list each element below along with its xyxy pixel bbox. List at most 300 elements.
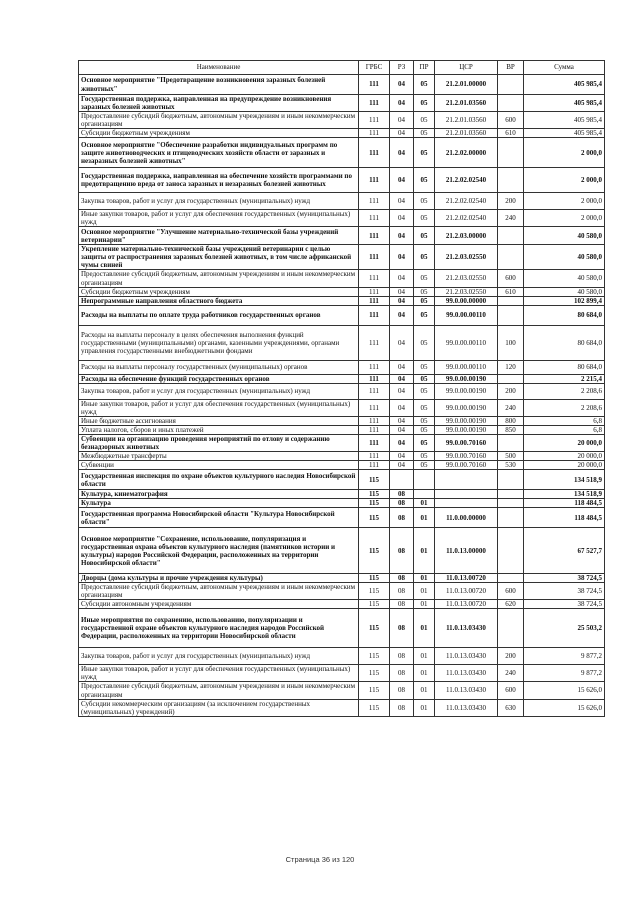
cell-csr: 99.0.00.00190: [435, 374, 498, 383]
cell-grbs: 115: [359, 682, 390, 699]
cell-grbs: 115: [359, 609, 390, 648]
cell-grbs: 111: [359, 296, 390, 305]
cell-grbs: 111: [359, 305, 390, 325]
cell-vr: 120: [498, 360, 524, 374]
cell-vr: 600: [498, 112, 524, 129]
table-row: [79, 75, 605, 95]
cell-rz: 04: [390, 461, 414, 470]
table-row: [79, 360, 605, 374]
cell-vr: [498, 374, 524, 383]
cell-pr: 05: [414, 451, 435, 460]
cell-pr: 01: [414, 600, 435, 609]
cell-pr: [414, 490, 435, 499]
cell-sum: 40 580,0: [524, 287, 605, 296]
cell-csr: 11.0.13.03430: [435, 682, 498, 699]
table-row: [79, 383, 605, 399]
cell-pr: 05: [414, 360, 435, 374]
cell-sum: 118 484,5: [524, 508, 605, 528]
cell-sum: 2 000,0: [524, 193, 605, 210]
cell-vr: [498, 296, 524, 305]
table-row: [79, 305, 605, 325]
cell-grbs: 115: [359, 600, 390, 609]
cell-pr: 05: [414, 434, 435, 451]
cell-grbs: 111: [359, 75, 390, 95]
cell-rz: 08: [390, 583, 414, 600]
cell-grbs: 115: [359, 490, 390, 499]
cell-name: Субвенции на организацию проведения мероприятий по отлову и содержанию безнадзорных животных: [79, 434, 359, 451]
cell-grbs: 111: [359, 374, 390, 383]
cell-csr: 11.0.13.00720: [435, 574, 498, 583]
cell-grbs: 111: [359, 416, 390, 425]
cell-name: Иные бюджетные ассигнования: [79, 416, 359, 425]
cell-csr: 99.0.00.70160: [435, 451, 498, 460]
cell-csr: 21.2.01.03560: [435, 95, 498, 112]
cell-sum: 2 208,6: [524, 399, 605, 416]
cell-sum: 134 518,9: [524, 490, 605, 499]
table-row: [79, 95, 605, 112]
table-row: [79, 399, 605, 416]
cell-pr: 01: [414, 648, 435, 665]
cell-csr: 21.2.01.03560: [435, 112, 498, 129]
cell-vr: 240: [498, 210, 524, 227]
header-csr: ЦСР: [435, 61, 498, 75]
cell-csr: 99.0.00.70160: [435, 434, 498, 451]
cell-pr: 01: [414, 699, 435, 716]
table-row: [79, 699, 605, 716]
cell-pr: 05: [414, 95, 435, 112]
cell-csr: 21.2.03.02550: [435, 287, 498, 296]
cell-name: Расходы на обеспечение функций государственных органов: [79, 374, 359, 383]
cell-name: Межбюджетные трансферты: [79, 451, 359, 460]
cell-vr: 610: [498, 287, 524, 296]
cell-vr: 100: [498, 325, 524, 360]
table-row: [79, 600, 605, 609]
cell-pr: 05: [414, 383, 435, 399]
cell-sum: 6,8: [524, 416, 605, 425]
cell-rz: 08: [390, 648, 414, 665]
cell-csr: 11.0.00.00000: [435, 508, 498, 528]
cell-rz: 04: [390, 227, 414, 245]
page-number: Страница 36 из 120: [285, 855, 355, 864]
cell-vr: [498, 138, 524, 168]
cell-csr: 11.0.13.03430: [435, 665, 498, 682]
table-row: [79, 508, 605, 528]
cell-rz: 04: [390, 287, 414, 296]
cell-grbs: 111: [359, 425, 390, 434]
cell-rz: 08: [390, 609, 414, 648]
cell-sum: 405 985,4: [524, 75, 605, 95]
cell-vr: [498, 168, 524, 193]
cell-sum: 9 877,2: [524, 648, 605, 665]
cell-csr: 99.0.00.00190: [435, 425, 498, 434]
cell-rz: 04: [390, 451, 414, 460]
cell-csr: 11.0.13.03430: [435, 699, 498, 716]
cell-grbs: 115: [359, 470, 390, 490]
cell-pr: 05: [414, 287, 435, 296]
table-row: [79, 665, 605, 682]
cell-rz: 04: [390, 416, 414, 425]
cell-sum: 102 899,4: [524, 296, 605, 305]
cell-pr: 05: [414, 270, 435, 287]
header-sum: Сумма: [524, 61, 605, 75]
cell-grbs: 115: [359, 648, 390, 665]
cell-name: Государственная инспекция по охране объектов культурного наследия Новосибирской области: [79, 470, 359, 490]
cell-name: Субсидии бюджетным учреждениям: [79, 129, 359, 138]
cell-rz: 08: [390, 699, 414, 716]
cell-csr: 21.2.02.02540: [435, 193, 498, 210]
cell-grbs: 115: [359, 528, 390, 574]
cell-grbs: 111: [359, 245, 390, 270]
cell-vr: [498, 305, 524, 325]
cell-sum: 80 684,0: [524, 305, 605, 325]
cell-csr: 11.0.13.00720: [435, 600, 498, 609]
cell-vr: 200: [498, 383, 524, 399]
cell-name: Субсидии автономным учреждениям: [79, 600, 359, 609]
cell-rz: 08: [390, 574, 414, 583]
cell-name: Иные закупки товаров, работ и услуг для обеспечения государственных (муниципальных) нужд: [79, 399, 359, 416]
cell-rz: 04: [390, 112, 414, 129]
cell-name: Иные мероприятия по сохранению, использованию, популяризации и государственной охране объектов культурного наследия народов Российской Федерации, расположенных на территории Новосибирской области: [79, 609, 359, 648]
cell-name: Основное мероприятие "Улучшение материально-технической базы учреждений ветеринарии": [79, 227, 359, 245]
cell-sum: 20 000,0: [524, 451, 605, 460]
table-row: [79, 296, 605, 305]
cell-name: Предоставление субсидий бюджетным, автономным учреждениям и иным некоммерческим организациям: [79, 112, 359, 129]
table-header: [79, 61, 605, 75]
cell-name: Государственная программа Новосибирской области "Культура Новосибирской области": [79, 508, 359, 528]
cell-grbs: 111: [359, 227, 390, 245]
cell-pr: 05: [414, 112, 435, 129]
cell-name: Основное мероприятие "Предотвращение возникновения заразных болезней животных": [79, 75, 359, 95]
cell-pr: 05: [414, 227, 435, 245]
cell-pr: 05: [414, 325, 435, 360]
cell-vr: [498, 508, 524, 528]
header-name: Наименование: [79, 61, 359, 75]
table-row: [79, 470, 605, 490]
cell-pr: 05: [414, 129, 435, 138]
cell-name: Культура, кинематография: [79, 490, 359, 499]
table-row: [79, 682, 605, 699]
cell-csr: 21.2.02.02540: [435, 168, 498, 193]
cell-sum: 38 724,5: [524, 583, 605, 600]
cell-grbs: 111: [359, 287, 390, 296]
cell-grbs: 111: [359, 325, 390, 360]
cell-csr: 21.2.01.03560: [435, 129, 498, 138]
cell-sum: 118 484,5: [524, 499, 605, 508]
table-row: [79, 499, 605, 508]
cell-grbs: 111: [359, 270, 390, 287]
cell-csr: 11.0.13.00000: [435, 528, 498, 574]
cell-rz: 08: [390, 508, 414, 528]
cell-name: Расходы на выплаты персоналу государственных (муниципальных) органов: [79, 360, 359, 374]
cell-name: Культура: [79, 499, 359, 508]
table-row: [79, 227, 605, 245]
cell-csr: 21.2.02.02540: [435, 210, 498, 227]
cell-vr: 240: [498, 399, 524, 416]
table-row: [79, 374, 605, 383]
cell-rz: [390, 470, 414, 490]
cell-name: Предоставление субсидий бюджетным, автономным учреждениям и иным некоммерческим организациям: [79, 583, 359, 600]
cell-name: Субсидии некоммерческим организациям (за исключением государственных (муниципальных) учреждений): [79, 699, 359, 716]
cell-grbs: 111: [359, 168, 390, 193]
cell-vr: [498, 528, 524, 574]
cell-vr: [498, 574, 524, 583]
cell-sum: 15 626,0: [524, 699, 605, 716]
cell-rz: 04: [390, 374, 414, 383]
cell-csr: 99.0.00.00190: [435, 416, 498, 425]
cell-grbs: 111: [359, 360, 390, 374]
cell-sum: 9 877,2: [524, 665, 605, 682]
cell-vr: 620: [498, 600, 524, 609]
cell-rz: 08: [390, 665, 414, 682]
cell-grbs: 111: [359, 399, 390, 416]
cell-pr: 05: [414, 399, 435, 416]
cell-rz: 04: [390, 193, 414, 210]
cell-csr: 99.0.00.00110: [435, 325, 498, 360]
cell-name: Иные закупки товаров, работ и услуг для обеспечения государственных (муниципальных) нужд: [79, 210, 359, 227]
cell-vr: 530: [498, 461, 524, 470]
table-row: [79, 574, 605, 583]
cell-grbs: 111: [359, 193, 390, 210]
cell-pr: 05: [414, 193, 435, 210]
cell-grbs: 111: [359, 434, 390, 451]
cell-grbs: 115: [359, 699, 390, 716]
cell-vr: [498, 245, 524, 270]
cell-pr: 05: [414, 296, 435, 305]
cell-csr: 99.0.00.70160: [435, 461, 498, 470]
cell-sum: 80 684,0: [524, 360, 605, 374]
cell-pr: 01: [414, 528, 435, 574]
cell-csr: 21.2.01.00000: [435, 75, 498, 95]
cell-name: Непрограммные направления областного бюджета: [79, 296, 359, 305]
cell-vr: 600: [498, 682, 524, 699]
budget-table: [78, 60, 605, 717]
table-row: [79, 425, 605, 434]
cell-pr: 01: [414, 574, 435, 583]
cell-sum: 405 985,4: [524, 112, 605, 129]
cell-name: Государственная поддержка, направленная на обеспечение хозяйств программами по предотвращению вреда от заноса заразных и незаразных болезней животных: [79, 168, 359, 193]
cell-pr: 05: [414, 416, 435, 425]
cell-grbs: 111: [359, 451, 390, 460]
cell-grbs: 111: [359, 138, 390, 168]
cell-sum: 134 518,9: [524, 470, 605, 490]
cell-csr: 21.2.02.00000: [435, 138, 498, 168]
cell-pr: 05: [414, 305, 435, 325]
cell-csr: 99.0.00.00000: [435, 296, 498, 305]
cell-vr: [498, 609, 524, 648]
table-row: [79, 461, 605, 470]
cell-csr: [435, 499, 498, 508]
cell-pr: 01: [414, 499, 435, 508]
table-row: [79, 168, 605, 193]
cell-csr: 11.0.13.03430: [435, 648, 498, 665]
cell-sum: 405 985,4: [524, 95, 605, 112]
cell-vr: [498, 434, 524, 451]
cell-name: Укрепление материально-технической базы учреждений ветеринарии с целью защиты от распространения заразных болезней животных, в том числе африканской чумы свиней: [79, 245, 359, 270]
table-row: [79, 210, 605, 227]
cell-name: Иные закупки товаров, работ и услуг для обеспечения государственных (муниципальных) нужд: [79, 665, 359, 682]
cell-vr: 630: [498, 699, 524, 716]
cell-csr: 11.0.13.03430: [435, 609, 498, 648]
cell-rz: 04: [390, 383, 414, 399]
cell-sum: 6,8: [524, 425, 605, 434]
cell-pr: 05: [414, 374, 435, 383]
cell-pr: 01: [414, 665, 435, 682]
cell-vr: 850: [498, 425, 524, 434]
cell-sum: 40 580,0: [524, 227, 605, 245]
cell-vr: [498, 490, 524, 499]
table-row: [79, 270, 605, 287]
table-row: [79, 287, 605, 296]
cell-rz: 08: [390, 490, 414, 499]
cell-sum: 20 000,0: [524, 461, 605, 470]
cell-name: Закупка товаров, работ и услуг для государственных (муниципальных) нужд: [79, 648, 359, 665]
table-body: [79, 75, 605, 717]
cell-grbs: 111: [359, 210, 390, 227]
cell-sum: 2 215,4: [524, 374, 605, 383]
cell-vr: [498, 499, 524, 508]
cell-sum: 2 000,0: [524, 138, 605, 168]
cell-rz: 04: [390, 210, 414, 227]
cell-vr: [498, 227, 524, 245]
cell-pr: 05: [414, 210, 435, 227]
cell-vr: [498, 95, 524, 112]
cell-grbs: 111: [359, 461, 390, 470]
table-row: [79, 325, 605, 360]
cell-vr: 600: [498, 583, 524, 600]
cell-rz: 08: [390, 682, 414, 699]
cell-vr: 800: [498, 416, 524, 425]
cell-sum: 40 580,0: [524, 270, 605, 287]
cell-rz: 04: [390, 245, 414, 270]
cell-grbs: 111: [359, 383, 390, 399]
cell-pr: 01: [414, 682, 435, 699]
cell-pr: 05: [414, 168, 435, 193]
table-row: [79, 112, 605, 129]
header-rz: РЗ: [390, 61, 414, 75]
cell-pr: 05: [414, 75, 435, 95]
cell-csr: 99.0.00.00190: [435, 399, 498, 416]
cell-sum: 67 527,7: [524, 528, 605, 574]
cell-sum: 40 580,0: [524, 245, 605, 270]
cell-sum: 405 985,4: [524, 129, 605, 138]
cell-sum: 2 000,0: [524, 210, 605, 227]
cell-rz: 04: [390, 129, 414, 138]
header-pr: ПР: [414, 61, 435, 75]
cell-name: Расходы на выплаты персоналу в целях обеспечения выполнения функций государственными (муниципальными) органами, казенными учреждениями, органами управления государственными внебюджетными фондами: [79, 325, 359, 360]
cell-sum: 38 724,5: [524, 574, 605, 583]
table-row: [79, 528, 605, 574]
table-row: [79, 129, 605, 138]
cell-rz: 04: [390, 270, 414, 287]
cell-csr: 99.0.00.00110: [435, 360, 498, 374]
cell-name: Дворцы (дома культуры и прочие учреждения культуры): [79, 574, 359, 583]
cell-sum: 15 626,0: [524, 682, 605, 699]
cell-vr: [498, 75, 524, 95]
cell-rz: 04: [390, 296, 414, 305]
table-row: [79, 609, 605, 648]
cell-name: Расходы на выплаты по оплате труда работников государственных органов: [79, 305, 359, 325]
cell-name: Государственная поддержка, направленная на предупреждение возникновения заразных болезней животных: [79, 95, 359, 112]
cell-vr: [498, 470, 524, 490]
cell-pr: 01: [414, 583, 435, 600]
cell-sum: 20 000,0: [524, 434, 605, 451]
cell-pr: 05: [414, 425, 435, 434]
table-row: [79, 583, 605, 600]
cell-vr: 500: [498, 451, 524, 460]
cell-name: Основное мероприятие "Сохранение, использование, популяризация и государственная охрана объектов культурного наследия (памятников истории и культуры) народов Российской Федерации, расположенных на территории Новосибирской области": [79, 528, 359, 574]
cell-rz: 04: [390, 360, 414, 374]
cell-sum: 2 000,0: [524, 168, 605, 193]
cell-csr: 21.2.03.00000: [435, 227, 498, 245]
cell-grbs: 115: [359, 508, 390, 528]
header-row: [79, 61, 605, 75]
cell-name: Основное мероприятие "Обеспечение разработки индивидуальных программ по защите животноводческих и птицеводческих хозяйств области от заразных и незаразных болезней животных": [79, 138, 359, 168]
cell-vr: 240: [498, 665, 524, 682]
cell-csr: 99.0.00.00190: [435, 383, 498, 399]
header-grbs: ГРБС: [359, 61, 390, 75]
cell-name: Предоставление субсидий бюджетным, автономным учреждениям и иным некоммерческим организациям: [79, 682, 359, 699]
cell-sum: 80 684,0: [524, 325, 605, 360]
cell-rz: 04: [390, 305, 414, 325]
header-vr: ВР: [498, 61, 524, 75]
cell-rz: 04: [390, 399, 414, 416]
table-row: [79, 193, 605, 210]
table-row: [79, 490, 605, 499]
table-row: [79, 245, 605, 270]
cell-name: Закупка товаров, работ и услуг для государственных (муниципальных) нужд: [79, 383, 359, 399]
cell-csr: 11.0.13.00720: [435, 583, 498, 600]
cell-grbs: 111: [359, 112, 390, 129]
cell-sum: 38 724,5: [524, 600, 605, 609]
cell-vr: 600: [498, 270, 524, 287]
cell-rz: 04: [390, 425, 414, 434]
cell-rz: 08: [390, 600, 414, 609]
cell-name: Уплата налогов, сборов и иных платежей: [79, 425, 359, 434]
table-row: [79, 434, 605, 451]
cell-csr: 21.2.03.02550: [435, 245, 498, 270]
cell-grbs: 115: [359, 665, 390, 682]
cell-csr: 99.0.00.00110: [435, 305, 498, 325]
cell-name: Субвенции: [79, 461, 359, 470]
cell-pr: 05: [414, 461, 435, 470]
cell-rz: 08: [390, 499, 414, 508]
cell-pr: [414, 470, 435, 490]
cell-grbs: 111: [359, 129, 390, 138]
cell-sum: 25 503,2: [524, 609, 605, 648]
cell-pr: 01: [414, 609, 435, 648]
cell-rz: 04: [390, 75, 414, 95]
table-row: [79, 648, 605, 665]
table-row: [79, 416, 605, 425]
cell-pr: 05: [414, 245, 435, 270]
cell-rz: 04: [390, 325, 414, 360]
cell-csr: [435, 490, 498, 499]
cell-vr: 200: [498, 193, 524, 210]
cell-sum: 2 208,6: [524, 383, 605, 399]
cell-rz: 04: [390, 434, 414, 451]
cell-grbs: 115: [359, 499, 390, 508]
cell-vr: 610: [498, 129, 524, 138]
cell-csr: [435, 470, 498, 490]
cell-name: Закупка товаров, работ и услуг для государственных (муниципальных) нужд: [79, 193, 359, 210]
table-row: [79, 451, 605, 460]
cell-pr: 01: [414, 508, 435, 528]
cell-name: Предоставление субсидий бюджетным, автономным учреждениям и иным некоммерческим организациям: [79, 270, 359, 287]
cell-csr: 21.2.03.02550: [435, 270, 498, 287]
cell-grbs: 111: [359, 95, 390, 112]
table-row: [79, 138, 605, 168]
cell-vr: 200: [498, 648, 524, 665]
